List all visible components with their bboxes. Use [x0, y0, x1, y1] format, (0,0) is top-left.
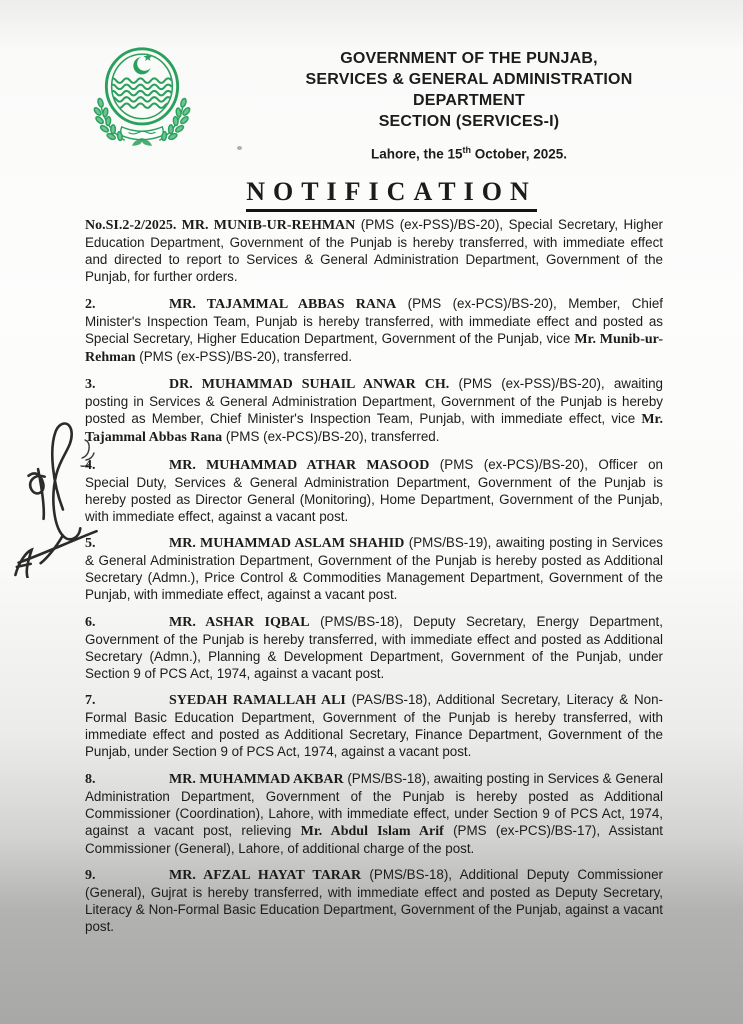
header-line-2: SERVICES & GENERAL ADMINISTRATION — [305, 71, 633, 88]
scan-smudge-mark — [237, 146, 242, 150]
paragraph-number: 4. — [85, 457, 96, 473]
notification-paragraph — [85, 456, 663, 525]
notification-paragraph — [85, 375, 663, 446]
paragraph-text: (PAS/BS-18), Additional Secretary, Literacy & Non-Formal Basic Education Department, Government of the Punjab is hereby transferred, with immediate effect and posted as Additional Secretary, Finance Department, Government of the Punjab, under Section 9 of PCS Act, 1974, against a vacant post. — [85, 692, 663, 759]
officer-name: Mr. Tajammal Abbas Rana — [85, 412, 663, 445]
paragraph-number: 2. — [85, 296, 96, 312]
document-header — [248, 48, 690, 165]
date-line: Lahore, the 15th October, 2025. — [370, 145, 568, 162]
punjab-emblem-icon — [84, 44, 200, 150]
header-line-1: GOVERNMENT OF THE PUNJAB, — [340, 50, 598, 67]
officer-name: MR. ASHAR IQBAL — [169, 614, 310, 630]
paragraph-text: (PMS/BS-18), Deputy Secretary, Energy Department, Government of the Punjab is hereby transferred, with immediate effect and posted as Additional Secretary (Admn.), Planning & Development Department, Government of the Punjab, under Section 9 of PCS Act, 1974, against a vacant post. — [85, 613, 663, 681]
page-title: NOTIFICATION — [246, 177, 537, 212]
paragraph-text: (PMS (ex-PCS)/BS-20), transferred. — [222, 429, 440, 444]
title-row — [0, 177, 743, 212]
officer-name: MR. TAJAMMAL ABBAS RANA — [169, 296, 397, 312]
officer-name: Mr. Munib-ur-Rehman — [85, 331, 663, 365]
officer-name: MR. MUNIB-UR-REHMAN — [181, 218, 356, 233]
paragraph-text: (PMS (ex-PCS)/BS-17), Assistant Commissioner (General), Lahore, of additional charge of the post. — [85, 822, 663, 856]
notification-paragraph — [85, 216, 663, 285]
officer-name: MR. MUHAMMAD ASLAM SHAHID — [169, 536, 405, 551]
notification-paragraph — [85, 613, 663, 682]
officer-name: Mr. Abdul Islam Arif — [300, 823, 444, 839]
paragraph-text: (PMS (ex-PCS)/BS-20), Officer on Special Duty, Services & General Administration Department, Government of the Punjab is hereby posted as Director General (Monitoring), Home Department, Government of the Punjab, with immediate effect, against a vacant post. — [85, 456, 663, 524]
paragraph-text: (PMS (ex-PSS)/BS-20), Special Secretary, Higher Education Department, Government of the Punjab is hereby transferred, with immediate effect and directed to report to Services & General Administration Department, Government of the Punjab, for further orders. — [85, 217, 663, 284]
header-line-3: DEPARTMENT — [413, 92, 525, 109]
paragraph-text: (PMS (ex-PCS)/BS-20), Member, Chief Minister's Inspection Team, Punjab is hereby transferred, with immediate effect and posted as Special Secretary, Higher Education Department, Government of the Punjab, vice — [85, 295, 663, 346]
paragraph-text: (PMS/BS-18), Additional Deputy Commissioner (General), Gujrat is hereby transferred, with immediate effect and posted as Deputy Secretary, Literacy & Non-Formal Basic Education Department, Government of the Punjab, against a vacant post. — [85, 867, 663, 934]
paragraph-number: 3. — [85, 377, 96, 392]
officer-name: MR. MUHAMMAD AKBAR — [169, 771, 344, 787]
paragraph-number: 8. — [85, 771, 96, 787]
notification-paragraph — [85, 534, 663, 603]
paragraph-text: (PMS/BS-19), awaiting posting in Services & General Administration Department, Government of the Punjab is hereby posted as Additional Secretary (Admn.), Price Control & Commodities Management Department, Government of the Punjab, with immediate effect, against a vacant post. — [85, 535, 663, 602]
paragraph-text: (PMS/BS-18), awaiting posting in Services & General Administration Department, Government of the Punjab is hereby posted as Additional Commissioner (Coordination), Lahore, with immediate effect, under Section 9 of PCS Act, 1974, against a vacant post, relieving — [85, 770, 663, 838]
paragraph-number: 7. — [85, 693, 96, 708]
notification-paragraph — [85, 691, 663, 760]
notification-paragraph — [85, 866, 663, 935]
officer-name: MR. MUHAMMAD ATHAR MASOOD — [169, 457, 430, 473]
notification-body — [85, 216, 663, 945]
paragraph-text: (PMS (ex-PSS)/BS-20), awaiting posting in Services & General Administration Department, Government of the Punjab is hereby posted as Member, Chief Minister's Inspection Team, Punjab, with immediate effect, vice — [85, 376, 663, 426]
paragraph-text: (PMS (ex-PSS)/BS-20), transferred. — [135, 348, 353, 364]
officer-name: MR. AFZAL HAYAT TARAR — [169, 868, 362, 883]
paragraph-number: 6. — [85, 614, 96, 630]
punjab-emblem-logo — [84, 44, 200, 150]
signature-icon — [2, 414, 108, 578]
header-line-4: SECTION (SERVICES-I) — [378, 113, 560, 130]
notification-reference-number: No.SI.2-2/2025. — [85, 218, 182, 233]
notification-paragraph — [85, 295, 663, 366]
officer-name: DR. MUHAMMAD SUHAIL ANWAR CH. — [169, 377, 450, 392]
paragraph-number: 9. — [85, 868, 96, 883]
notification-paragraph — [85, 770, 663, 857]
officer-name: SYEDAH RAMALLAH ALI — [169, 693, 346, 708]
date-ordinal-superscript: th — [462, 145, 471, 155]
margin-signature — [2, 414, 108, 578]
paragraph-number: 5. — [85, 536, 96, 551]
